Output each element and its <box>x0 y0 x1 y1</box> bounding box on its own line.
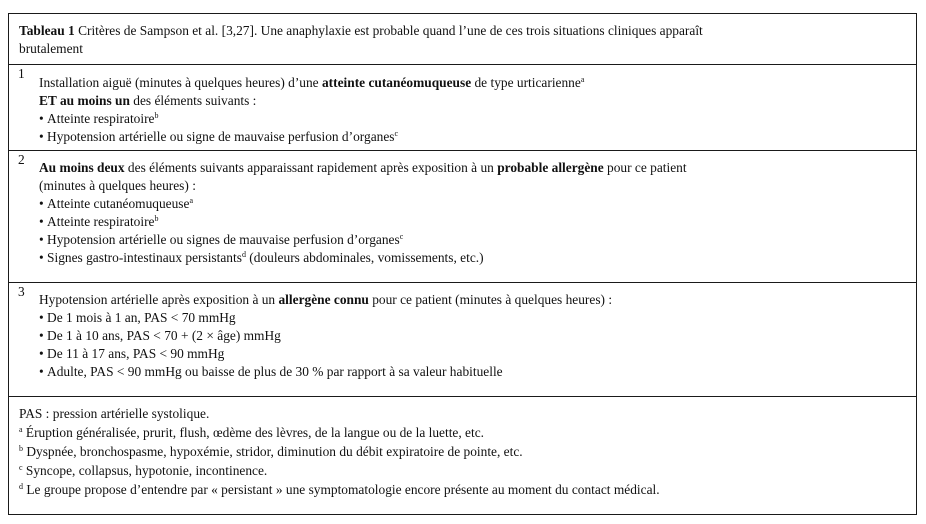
footnote-marker: a <box>19 425 23 434</box>
footnote-marker: d <box>19 482 23 491</box>
list-item <box>39 249 906 267</box>
list-item <box>39 213 906 231</box>
list-item <box>39 195 906 213</box>
list-item <box>39 128 906 146</box>
footnote <box>19 480 906 499</box>
criterion-2-bold: Au moins deux <box>39 160 125 175</box>
footnote-ref: c <box>399 232 404 241</box>
criterion-1-text-end: de type urticarienne <box>471 75 581 90</box>
footnote-marker: c <box>19 463 23 472</box>
footnote <box>19 442 906 461</box>
criterion-3-line-1 <box>39 291 906 309</box>
table-caption <box>9 14 916 64</box>
criterion-2-text-end: pour ce patient <box>603 160 687 175</box>
footnote <box>19 423 906 442</box>
list-item-text: Atteinte respiratoire <box>47 214 155 229</box>
criterion-2-bold-2: probable allergène <box>497 160 604 175</box>
footnote-ref: b <box>154 214 159 223</box>
criterion-3-text: Hypotension artérielle après exposition à un <box>39 292 279 307</box>
footnote-text: Dyspnée, bronchospasme, hypoxémie, stridor, diminution du débit expiratoire de pointe, etc. <box>23 444 523 459</box>
list-item-extra: (douleurs abdominales, vomissements, etc.) <box>245 250 484 265</box>
criterion-1-text-2: des éléments suivants : <box>129 93 257 108</box>
list-item <box>39 231 906 249</box>
criterion-3-text-end: pour ce patient (minutes à quelques heures) : <box>368 292 613 307</box>
footnote <box>19 404 906 423</box>
criterion-2 <box>9 150 916 282</box>
caption-line-2: brutalement <box>19 40 83 56</box>
footnote-ref: c <box>394 129 399 138</box>
criterion-number: 3 <box>18 284 25 299</box>
footnote-text: PAS : pression artérielle systolique. <box>19 406 210 421</box>
list-item: • Adulte, PAS < 90 mmHg ou baisse de plus de 30 % par rapport à sa valeur habituelle <box>39 363 906 381</box>
footnote-text: Le groupe propose d’entendre par « persistant » une symptomatologie encore présente au moment du contact médical. <box>23 482 660 497</box>
criterion-3-bold: allergène connu <box>278 292 369 307</box>
caption-text: Critères de Sampson et al. [3,27]. Une anaphylaxie est probable quand l’une de ces trois situations cliniques apparaît <box>78 23 703 38</box>
footnote-ref: a <box>189 196 194 205</box>
table-footnotes <box>9 396 916 514</box>
list-item-text: Hypotension artérielle ou signe de mauvaise perfusion d’organes <box>47 129 395 144</box>
caption-label: Tableau 1 <box>19 23 75 38</box>
criterion-number: 1 <box>18 66 25 81</box>
list-item-text: Atteinte cutanéomuqueuse <box>47 196 190 211</box>
footnote-ref: b <box>154 111 159 120</box>
footnote <box>19 461 906 480</box>
footnote-ref: d <box>241 250 246 259</box>
criterion-2-line-1 <box>39 159 906 177</box>
criterion-number: 2 <box>18 152 25 167</box>
footnote-text: Syncope, collapsus, hypotonie, incontinence. <box>22 463 268 478</box>
criterion-1-line-2 <box>39 92 906 110</box>
footnote-ref: a <box>580 75 585 84</box>
criterion-1-line-1 <box>39 74 906 92</box>
criterion-1 <box>9 64 916 150</box>
criterion-2-line-2: (minutes à quelques heures) : <box>39 178 196 193</box>
list-item <box>39 110 906 128</box>
list-item-text: Hypotension artérielle ou signes de mauvaise perfusion d’organes <box>47 232 400 247</box>
list-item: • De 1 mois à 1 an, PAS < 70 mmHg <box>39 309 906 327</box>
criterion-1-bold-2: ET au moins un <box>39 93 130 108</box>
criterion-1-bold: atteinte cutanéomuqueuse <box>321 75 472 90</box>
list-item-text: Atteinte respiratoire <box>47 111 155 126</box>
criterion-1-text: Installation aiguë (minutes à quelques heures) d’une <box>39 75 322 90</box>
caption-line-1 <box>19 22 906 40</box>
footnote-text: Éruption généralisée, prurit, flush, œdème des lèvres, de la langue ou de la luette, etc. <box>22 425 485 440</box>
list-item: • De 11 à 17 ans, PAS < 90 mmHg <box>39 345 906 363</box>
sampson-criteria-table <box>8 13 917 515</box>
criterion-3 <box>9 282 916 396</box>
criterion-2-text: des éléments suivants apparaissant rapidement après exposition à un <box>124 160 498 175</box>
list-item-text: Signes gastro-intestinaux persistants <box>47 250 242 265</box>
list-item: • De 1 à 10 ans, PAS < 70 + (2 × âge) mmHg <box>39 327 906 345</box>
footnote-marker: b <box>19 444 23 453</box>
